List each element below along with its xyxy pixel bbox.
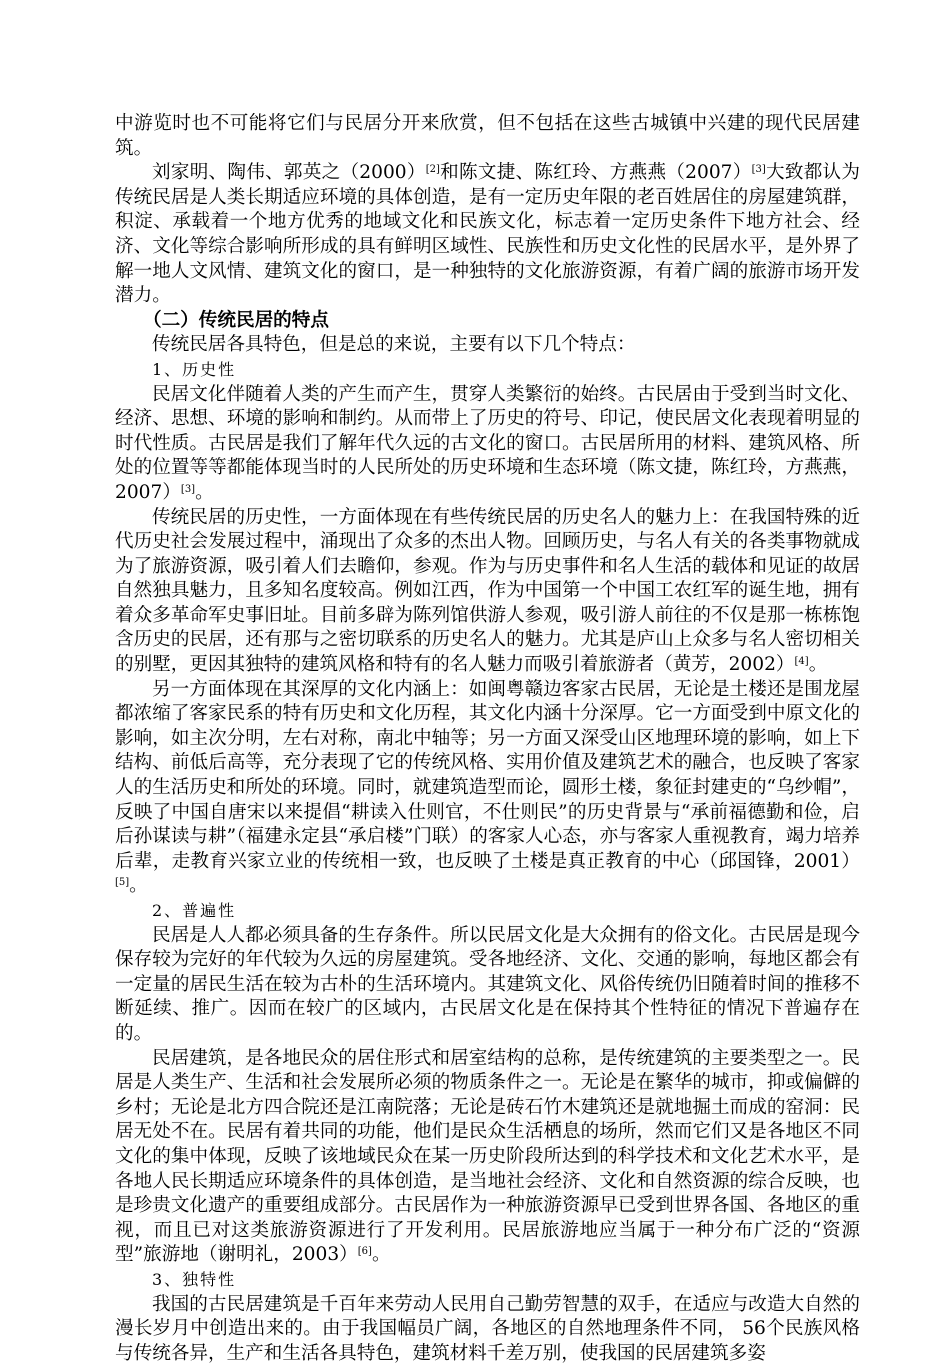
citation-ref: [5]	[115, 877, 129, 888]
paragraph-text: 另一方面体现在其深厚的文化内涵上：如闽粤赣边客家古民居，无论是土楼还是围龙屋都浓缩了客家民系的特有历史和文化历程，其文化内涵十分深厚。它一方面受到中原文化的影响，如主次分明，左右对称，南北中轴等；另一方面又深受山区地理环境的影响，如上下结构、前低后高等，充分表现了它的传统风格、实用价值及建筑艺术的融合，也反映了客家人的生活历史和所处的环境。同时，就建筑造型而论，圆形土楼，象征封建吏的“乌纱帽”，反映了中国自唐宋以来提倡“耕读入仕则官，不仕则民”的历史背景与“承前福德勤和俭，启后孙谋读与耕”（福建永定县“承启楼”门联）的客家人心态，亦与客家人重视教育，竭力培养后辈，走教育兴家立业的传统相一致，也反映了土楼是真正教育的中心（邱国锋，2001）	[115, 679, 860, 872]
paragraph-historicity-1	[115, 383, 860, 506]
paragraph-definition	[115, 161, 860, 309]
subsection-heading-universality: 2、普遍性	[115, 899, 860, 924]
citation-ref: [2]	[426, 164, 440, 175]
section-heading: （二）传统民居的特点	[115, 309, 860, 334]
paragraph-universality-2	[115, 1047, 860, 1268]
paragraph-historicity-2	[115, 506, 860, 678]
citation-ref: [3]	[752, 164, 766, 175]
document-page	[115, 112, 860, 1366]
paragraph-text: 大致都认为传统民居是人类长期适应环境的具体创造，是有一定历史年限的老百姓居住的房屋建筑群，积淀、承载着一个地方优秀的地域文化和民族文化，标志着一定历史条件下地方社会、经济、文化等综合影响所形成的具有鲜明区域性、民族性和历史文化性的民居水平，是外界了解一地人文风情、建筑文化的窗口，是一种独特的文化旅游资源，有着广阔的旅游市场开发潜力。	[115, 162, 860, 306]
paragraph-text: 和陈文捷、陈红玲、方燕燕（2007）	[440, 162, 752, 183]
paragraph-text: 民居建筑，是各地民众的居住形式和居室结构的总称，是传统建筑的主要类型之一。民居是人类生产、生活和社会发展所必须的物质条件之一。无论是在繁华的城市，抑或偏僻的乡村；无论是北方四合院还是江南院落；无论是砖石竹木建筑还是就地掘土而成的窑洞：民居无处不在。民居有着共同的功能，他们是民众生活栖息的场所，然而它们又是各地区不同文化的集中体现，反映了该地域民众在某一历史阶段所达到的科学技术和文化艺术水平，是各地人民长期适应环境条件的具体创造，是当地社会经济、文化和自然资源的综合反映，也是珍贵文化遗产的重要组成部分。古民居作为一种旅游资源早已受到世界各国、各地区的重视，而且已对这类旅游资源进行了开发利用。民居旅游地应当属于一种分布广泛的“资源型”旅游地（谢明礼，2003）	[115, 1048, 860, 1266]
subsection-heading-historicity: 1、历史性	[115, 358, 860, 383]
paragraph-historicity-3	[115, 678, 860, 899]
paragraph-text: 。	[809, 654, 828, 675]
paragraph-text: 刘家明、陶伟、郭英之（2000）	[152, 162, 426, 183]
paragraph-text: 民居文化伴随着人类的产生而产生，贯穿人类繁衍的始终。古民居由于受到当时文化、经济、思想、环境的影响和制约。从而带上了历史的符号、印记，使民居文化表现着明显的时代性质。古民居是我们了解年代久远的古文化的窗口。古民居所用的材料、建筑风格、所处的位置等等都能体现当时的人民所处的历史环境和生态环境（陈文捷，陈红玲，方燕燕，2007）	[115, 384, 860, 503]
paragraph-text: 。	[372, 1244, 391, 1265]
paragraph-continuation: 中游览时也不可能将它们与民居分开来欣赏，但不包括在这些古城镇中兴建的现代民居建筑。	[115, 112, 860, 161]
paragraph-text: 。	[195, 482, 214, 503]
citation-ref: [3]	[181, 484, 195, 495]
paragraph-text: 传统民居的历史性，一方面体现在有些传统民居的历史名人的魅力上：在我国特殊的近代历史社会发展过程中，涌现出了众多的杰出人物。回顾历史，与名人有关的各类事物就成为了旅游资源，吸引着人们去瞻仰，参观。作为与历史事件和名人生活的载体和见证的故居自然独具魅力，且多知名度较高。例如江西，作为中国第一个中国工农红军的诞生地，拥有着众多革命军史事旧址。目前多辟为陈列馆供游人参观，吸引游人前往的不仅是那一栋栋饱含历史的民居，还有那与之密切联系的历史名人的魅力。尤其是庐山上众多与名人密切相关的别墅，更因其独特的建筑风格和特有的名人魅力而吸引着旅游者（黄芳，2002）	[115, 507, 860, 676]
citation-ref: [4]	[795, 656, 809, 667]
citation-ref: [6]	[358, 1246, 372, 1257]
paragraph-uniqueness-1: 我国的古民居建筑是千百年来劳动人民用自己勤劳智慧的双手，在适应与改造大自然的漫长岁月中创造出来的。由于我国幅员广阔，各地区的自然地理条件不同， 56个民族风格与传统各异，生产和生活各具特色，建筑材料千差万别，使我国的民居建筑多姿	[115, 1293, 860, 1366]
paragraph-universality-1: 民居是人人都必须具备的生存条件。所以民居文化是大众拥有的俗文化。古民居是现今保存较为完好的年代较为久远的房屋建筑。受各地经济、文化、交通的影响，每地区都会有一定量的居民生活在较为古朴的生活环境内。其建筑文化、风俗传统仍旧随着时间的推移不断延续、推广。因而在较广的区域内，古民居文化是在保持其个性特征的情况下普遍存在的。	[115, 924, 860, 1047]
subsection-heading-uniqueness: 3、独特性	[115, 1268, 860, 1293]
paragraph-text: 。	[129, 875, 148, 896]
paragraph-intro: 传统民居各具特色，但是总的来说，主要有以下几个特点：	[115, 333, 860, 358]
